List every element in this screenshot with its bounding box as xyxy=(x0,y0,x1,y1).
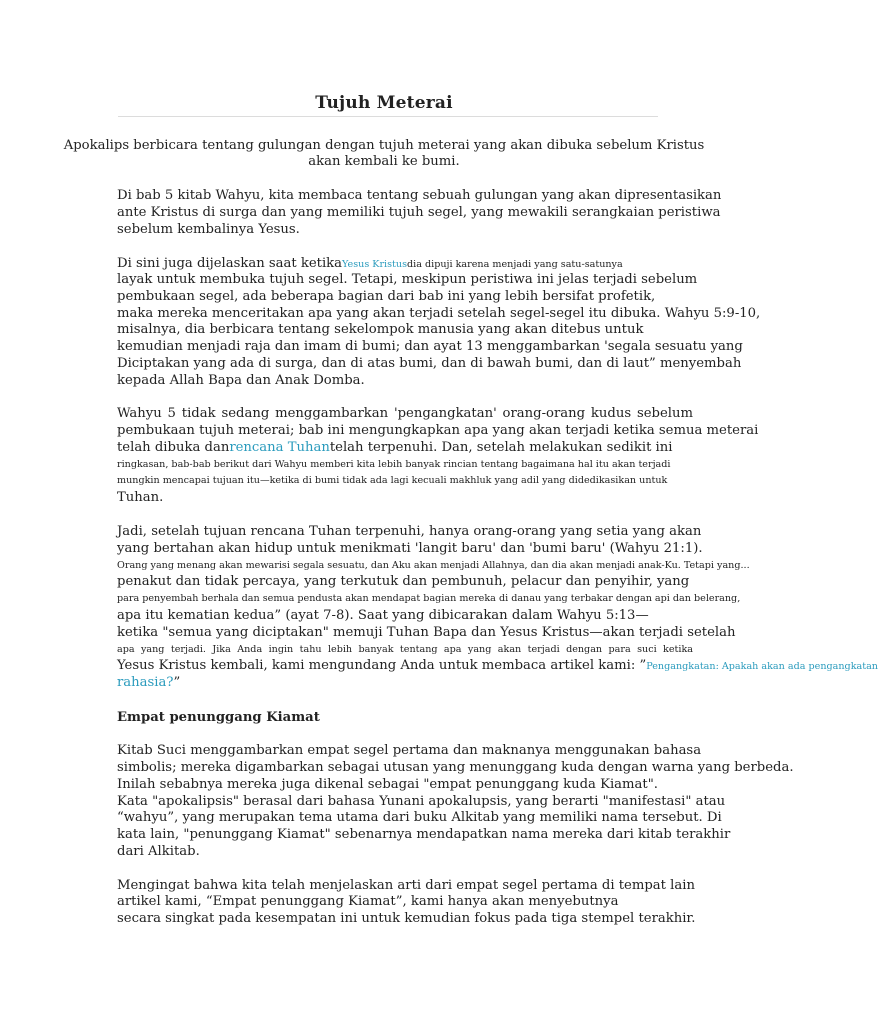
p1-line-1: Di bab 5 kitab Wahyu, kita membaca tentang sebuah gulungan yang akan dipresentasikan xyxy=(117,188,722,203)
p4-text: Yesus Kristus kembali, kami mengundang Anda untuk membaca artikel kami: ” xyxy=(117,658,647,673)
page-title: Tujuh Meterai xyxy=(315,93,453,113)
p2-text: Di sini juga dijelaskan saat ketika xyxy=(117,256,343,271)
p4-line-5: para penyembah berhala dan semua pendusta akan mendapat bagian mereka di danau yang terbakar dengan api dan belerang, xyxy=(117,593,741,604)
p2-line-2: layak untuk membuka tujuh segel. Tetapi, meskipun peristiwa ini jelas terjadi sebelum xyxy=(117,272,698,287)
title-divider xyxy=(118,116,658,117)
p2-line-4: maka mereka menceritakan apa yang akan terjadi setelah segel-segel itu dibuka. Wahyu 5:9-10, xyxy=(117,306,761,321)
p3-line-5: mungkin mencapai tujuan itu—ketika di bumi tidak ada lagi kecuali makhluk yang adil yang didedikasikan untuk xyxy=(117,475,668,486)
rencana-tuhan-link[interactable]: rencana Tuhan xyxy=(229,440,330,455)
p2-line-6: kemudian menjadi raja dan imam di bumi; dan ayat 13 menggambarkan 'segala sesuatu yang xyxy=(117,339,743,354)
p2-line-7: Diciptakan yang ada di surga, dan di atas bumi, dan di bawah bumi, dan di laut” menyembah xyxy=(117,356,742,371)
p6-line-3: secara singkat pada kesempatan ini untuk kemudian fokus pada tiga stempel terakhir. xyxy=(117,911,696,926)
p3-text: telah dibuka dan xyxy=(117,440,230,455)
p4-line-6: apa itu kematian kedua” (ayat 7-8). Saat yang dibicarakan dalam Wahyu 5:13— xyxy=(117,608,649,623)
p2-line-5: misalnya, dia berbicara tentang sekelompok manusia yang akan ditebus untuk xyxy=(117,322,644,337)
p3-line-1: Wahyu 5 tidak sedang menggambarkan 'pengangkatan' orang-orang kudus sebelum xyxy=(117,406,693,421)
pengangkatan-article-link[interactable]: Pengangkatan: Apakah akan ada pengangkatan xyxy=(646,661,878,672)
p4-line-9 xyxy=(117,657,878,675)
section-heading: Empat penunggang Kiamat xyxy=(117,710,320,725)
p1-line-3: sebelum kembalinya Yesus. xyxy=(117,222,300,237)
p5-line-4: Kata "apokalipsis" berasal dari bahasa Yunani apokalupsis, yang berarti "manifestasi" atau xyxy=(117,794,726,809)
p4-line-8: apa yang terjadi. Jika Anda ingin tahu lebih banyak tentang apa yang akan terjadi dengan para suci ketika xyxy=(117,644,693,655)
p2-line-3: pembukaan segel, ada beberapa bagian dari bab ini yang lebih bersifat profetik, xyxy=(117,289,656,304)
p5-line-1: Kitab Suci menggambarkan empat segel pertama dan maknanya menggunakan bahasa xyxy=(117,743,702,758)
p3-line-2: pembukaan tujuh meterai; bab ini mengungkapkan apa yang akan terjadi ketika semua meterai xyxy=(117,423,759,438)
p4-line-4: penakut dan tidak percaya, yang terkutuk dan pembunuh, pelacur dan penyihir, yang xyxy=(117,574,690,589)
p3-line-6: Tuhan. xyxy=(117,490,164,505)
p4-line-1: Jadi, setelah tujuan rencana Tuhan terpenuhi, hanya orang-orang yang setia yang akan xyxy=(117,524,702,539)
p4-quote-end: ” xyxy=(173,675,181,690)
p5-line-3: Inilah sebabnya mereka juga dikenal sebagai "empat penunggang kuda Kiamat". xyxy=(117,777,658,792)
intro-line-2: akan kembali ke bumi. xyxy=(308,154,460,169)
p4-line-3: Orang yang menang akan mewarisi segala sesuatu, dan Aku akan menjadi Allahnya, dan dia akan menjadi anak-Ku. Tetapi yang... xyxy=(117,560,750,571)
p3-line-3 xyxy=(117,439,673,456)
p4-line-10 xyxy=(117,674,180,691)
p5-line-6: kata lain, "penunggang Kiamat" sebenarnya mendapatkan nama mereka dari kitab terakhir xyxy=(117,827,731,842)
p4-line-7: ketika "semua yang diciptakan" memuji Tuhan Bapa dan Yesus Kristus—akan terjadi setelah xyxy=(117,625,736,640)
p5-line-2: simbolis; mereka digambarkan sebagai utusan yang menunggang kuda dengan warna yang berbeda. xyxy=(117,760,794,775)
p3-line-4: ringkasan, bab-bab berikut dari Wahyu memberi kita lebih banyak rincian tentang bagaimana hal itu akan terjadi xyxy=(117,459,671,470)
p5-line-7: dari Alkitab. xyxy=(117,844,200,859)
p4-line-2: yang bertahan akan hidup untuk menikmati 'langit baru' dan 'bumi baru' (Wahyu 21:1). xyxy=(117,541,703,556)
p5-line-5: “wahyu”, yang merupakan tema utama dari buku Alkitab yang memiliki nama tersebut. Di xyxy=(117,810,722,825)
yesus-kristus-link[interactable]: Yesus Kristus xyxy=(342,259,408,270)
p2-line-8: kepada Allah Bapa dan Anak Domba. xyxy=(117,373,365,388)
p1-line-2: ante Kristus di surga dan yang memiliki tujuh segel, yang mewakili serangkaian peristiwa xyxy=(117,205,721,220)
p6-line-2: artikel kami, “Empat penunggang Kiamat”, kami hanya akan menyebutnya xyxy=(117,894,619,909)
p3-text-end: telah terpenuhi. Dan, setelah melakukan sedikit ini xyxy=(329,440,673,455)
intro-line-1: Apokalips berbicara tentang gulungan dengan tujuh meterai yang akan dibuka sebelum Kristus xyxy=(63,138,705,153)
p6-line-1: Mengingat bahwa kita telah menjelaskan arti dari empat segel pertama di tempat lain xyxy=(117,878,695,893)
p2-small-text: dia dipuji karena menjadi yang satu-satunya xyxy=(407,259,623,270)
pengangkatan-article-link-cont[interactable]: rahasia? xyxy=(117,675,174,690)
